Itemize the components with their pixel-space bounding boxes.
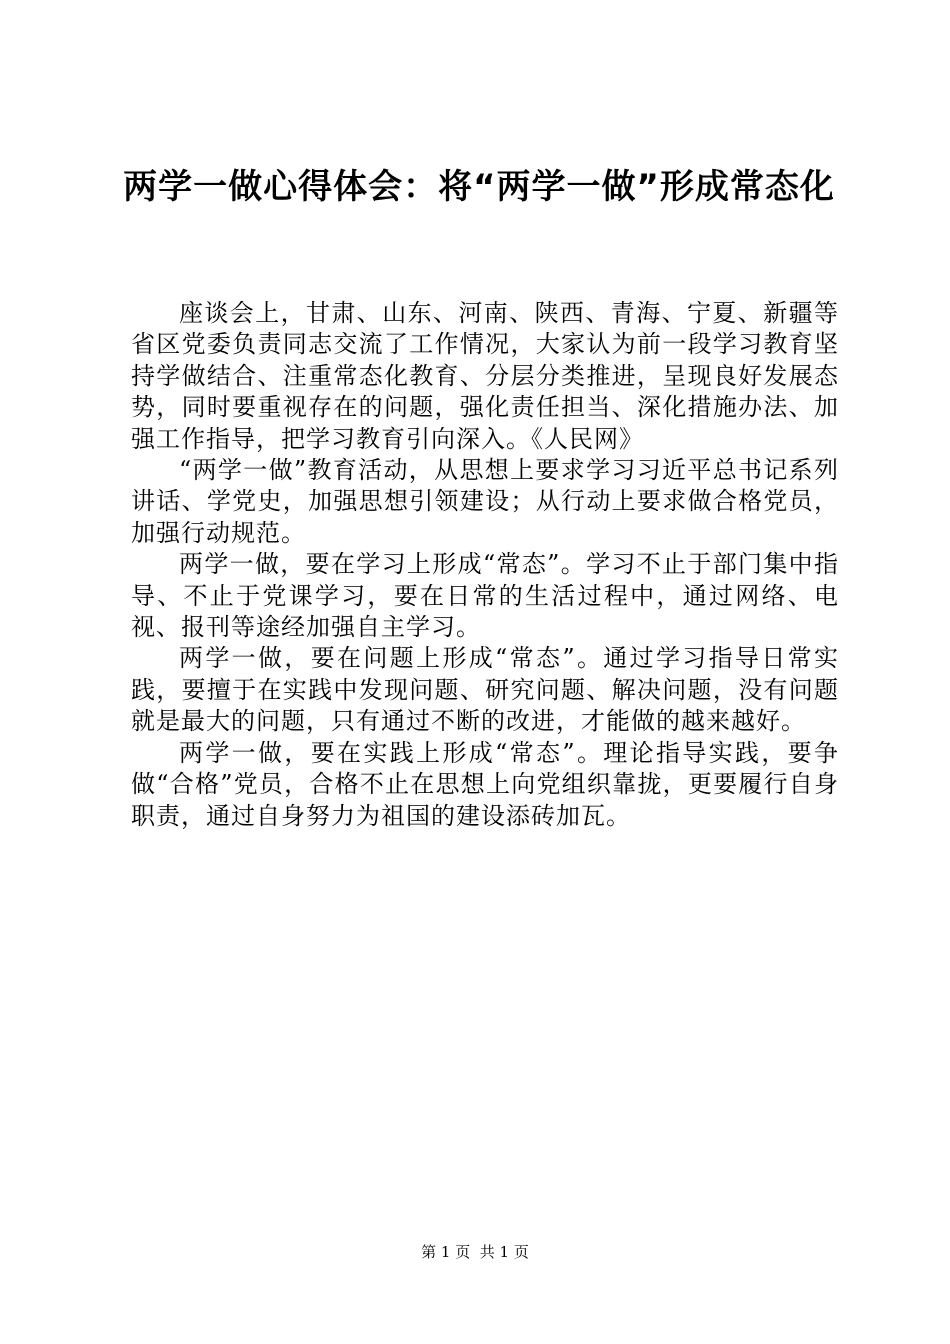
document-body xyxy=(131,298,839,832)
page-total: 共 1 页 xyxy=(479,1243,529,1261)
paragraph-4: 两学一做，要在问题上形成“常态”。通过学习指导日常实践，要擅于在实践中发现问题、研究问题、解决问题，没有问题就是最大的问题，只有通过不断的改进，才能做的越来越好。 xyxy=(131,644,839,736)
page-number: 第 1 页 xyxy=(421,1243,471,1261)
paragraph-5: 两学一做，要在实践上形成“常态”。理论指导实践，要争做“合格”党员，合格不止在思想上向党组织靠拢，更要履行自身职责，通过自身努力为祖国的建设添砖加瓦。 xyxy=(131,738,839,830)
paragraph-2: “两学一做”教育活动，从思想上要求学习习近平总书记系列讲话、学党史，加强思想引领建设；从行动上要求做合格党员，加强行动规范。 xyxy=(131,456,839,547)
paragraph-1: 座谈会上，甘肃、山东、河南、陕西、青海、宁夏、新疆等省区党委负责同志交流了工作情况，大家认为前一段学习教育坚持学做结合、注重常态化教育、分层分类推进，呈现良好发展态势，同时要重视存在的问题，强化责任担当、深化措施办法、加强工作指导，把学习教育引向深入。《人民网》 xyxy=(131,299,839,453)
page-footer xyxy=(0,1242,950,1262)
paragraph-3: 两学一做，要在学习上形成“常态”。学习不止于部门集中指导、不止于党课学习，要在日常的生活过程中，通过网络、电视、报刊等途经加强自主学习。 xyxy=(131,550,839,642)
document-title: 两学一做心得体会：将“两学一做”形成常态化 xyxy=(123,167,835,207)
